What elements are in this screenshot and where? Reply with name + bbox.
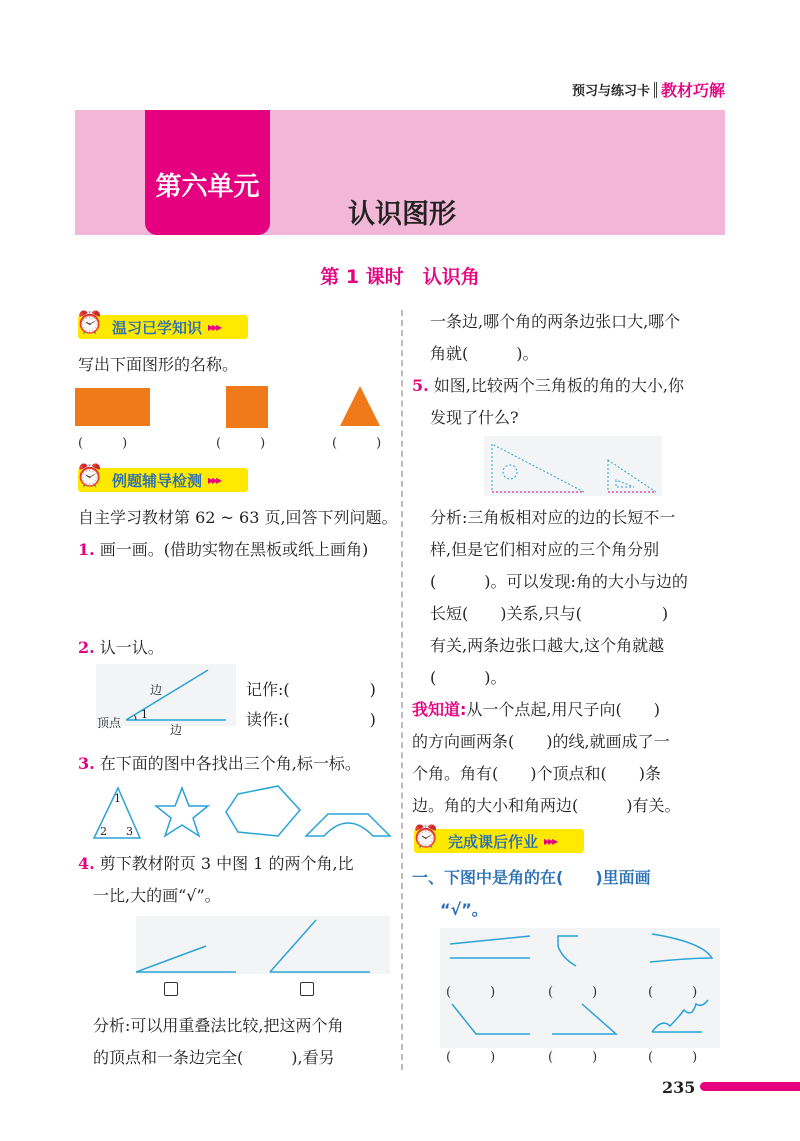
- question-4: [78, 848, 354, 880]
- q2-text: 认一认。: [99, 638, 164, 657]
- cont-line-1: 一条边,哪个角的两条边张口大,哪个: [430, 312, 681, 331]
- right-analysis-2: 样,但是它们相对应的三个角分别: [430, 540, 660, 559]
- q3-text: 在下面的图中各找出三个角,标一标。: [99, 754, 361, 773]
- edge-label-bottom: 边: [170, 723, 183, 737]
- question-1: [78, 534, 368, 566]
- square-shape: [226, 386, 268, 428]
- section-review: [76, 311, 248, 340]
- running-header: [572, 78, 725, 101]
- mark-3: 3: [126, 825, 133, 838]
- example-intro: 自主学习教材第 62 ~ 63 页,回答下列问题。: [78, 508, 398, 527]
- q4-line2: 一比,大的画“√”。: [93, 886, 221, 905]
- know-line-4: 边。角的大小和角两边( )有关。: [412, 796, 681, 815]
- hw-blank-3: ( ): [648, 985, 698, 1000]
- analysis-line-1: 分析:可以用重叠法比较,把这两个角: [93, 1016, 344, 1035]
- unit-label: 第六单元: [155, 172, 260, 202]
- q5-number: 5.: [412, 376, 429, 395]
- q4-number: 4.: [78, 854, 95, 873]
- rectangle-shape: [75, 388, 150, 426]
- homework-q1-line1: 一、下图中是角的在( )里面画: [412, 868, 651, 887]
- page-bar: [700, 1082, 800, 1091]
- lesson-title: 第 1 课时 认识角: [320, 266, 480, 288]
- right-analysis-1: 分析:三角板相对应的边的长短不一: [430, 508, 676, 527]
- know-line-1: [412, 694, 660, 726]
- q3-number: 3.: [78, 754, 95, 773]
- right-analysis-4: 长短( )关系,只与( ): [430, 604, 669, 623]
- section-homework-label: 完成课后作业: [448, 832, 539, 851]
- column-divider: [401, 310, 403, 1070]
- q1-number: 1.: [78, 540, 95, 559]
- hw-blank-5: ( ): [548, 1050, 598, 1065]
- question-2: [78, 632, 164, 664]
- checkbox-angle-1[interactable]: [164, 982, 178, 996]
- header-left: 预习与练习卡: [571, 84, 650, 99]
- know-label: 我知道:: [412, 700, 467, 719]
- blank-3: ( ): [332, 436, 382, 451]
- know-text-1: 从一个点起,用尺子向( ): [466, 700, 660, 719]
- q2-number: 2.: [78, 638, 95, 657]
- alarm-clock-icon: ⏰: [412, 825, 440, 850]
- question-5: [412, 370, 684, 402]
- edge-label-top: 边: [150, 683, 163, 697]
- hw-blank-4: ( ): [446, 1050, 496, 1065]
- q4-angles: [136, 916, 390, 974]
- q4-line1: 剪下教材附页 3 中图 1 的两个角,比: [99, 854, 354, 873]
- alarm-clock-icon: ⏰: [76, 311, 104, 336]
- arrows-icon: ▸▸▸: [208, 320, 221, 334]
- right-analysis-3: ( )。可以发现:角的大小与边的: [430, 572, 688, 591]
- q1-text: 画一画。(借助实物在黑板或纸上画角): [99, 540, 369, 559]
- mark-2: 2: [100, 825, 107, 838]
- q5-line2: 发现了什么?: [430, 408, 519, 427]
- unit-title: 认识图形: [348, 199, 456, 230]
- vertex-label: 顶点: [97, 716, 122, 730]
- hw-blank-2: ( ): [548, 985, 598, 1000]
- right-analysis-6: ( )。: [430, 668, 507, 687]
- checkbox-angle-2[interactable]: [300, 982, 314, 996]
- page-number: 235: [662, 1078, 696, 1097]
- q5-line1: 如图,比较两个三角板的角的大小,你: [433, 376, 684, 395]
- know-line-2: 的方向画两条( )的线,就画成了一: [412, 732, 670, 751]
- homework-q1-line2: “√”。: [440, 900, 488, 919]
- blank-1: ( ): [78, 436, 128, 451]
- arrows-icon: ▸▸▸: [208, 473, 221, 487]
- cont-line-2: 角就( )。: [430, 344, 539, 363]
- section-example-label: 例题辅导检测: [112, 471, 203, 490]
- set-squares-figure: [484, 436, 662, 496]
- question-3: [78, 748, 361, 780]
- section-homework: [412, 825, 584, 854]
- arrows-icon: ▸▸▸: [544, 834, 557, 848]
- write-as: 记作:( ): [246, 680, 376, 699]
- triangle-shape: [338, 384, 382, 428]
- analysis-line-2: 的顶点和一条边完全( ),看另: [93, 1048, 335, 1067]
- alarm-clock-icon: ⏰: [76, 464, 104, 489]
- section-review-label: 温习已学知识: [112, 318, 203, 337]
- section-example: [76, 464, 248, 493]
- mark-1: 1: [114, 792, 121, 805]
- hw-blank-1: ( ): [446, 985, 496, 1000]
- right-analysis-5: 有关,两条边张口越大,这个角就越: [430, 636, 665, 655]
- header-right: 教材巧解: [660, 81, 725, 100]
- read-as: 读作:( ): [246, 710, 376, 729]
- q3-figures: [88, 784, 393, 842]
- review-prompt: 写出下面图形的名称。: [78, 355, 239, 374]
- angle-mark: 1: [141, 708, 148, 721]
- header-separator: [654, 82, 657, 98]
- blank-2: ( ): [216, 436, 266, 451]
- hw-blank-6: ( ): [648, 1050, 698, 1065]
- know-line-3: 个角。角有( )个顶点和( )条: [412, 764, 661, 783]
